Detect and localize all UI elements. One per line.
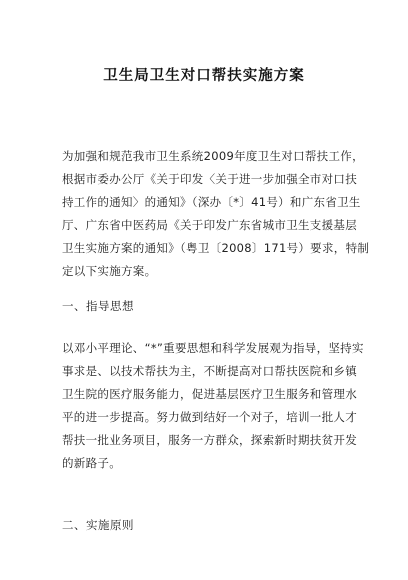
- section-heading-guiding-ideology: 一、指导思想: [62, 299, 134, 313]
- intro-paragraph: [62, 145, 370, 283]
- paragraph-line: 帮扶一批业务项目，服务一方群众，探索新时期扶贫开发: [62, 433, 357, 447]
- paragraph-line: 卫生院的医疗服务能力，促进基层医疗卫生服务和管理水: [62, 387, 357, 401]
- paragraph-line: 事求是、以技术帮扶为主，不断提高对口帮扶医院和乡镇: [62, 364, 357, 378]
- section-heading-principles: 二、实施原则: [62, 518, 134, 532]
- intro-line: 定以下实施方案。: [62, 264, 157, 278]
- intro-line: 持工作的通知〉的通知》（深办〔*〕41号）和广东省卫生: [62, 195, 361, 209]
- intro-line: 为加强和规范我市卫生系统2009年度卫生对口帮扶工作，: [62, 149, 364, 163]
- intro-line: 厅、广东省中医药局《关于印发广东省城市卫生支援基层: [62, 218, 357, 232]
- document-title: 卫生局卫生对口帮扶实施方案: [103, 68, 305, 84]
- paragraph-line: 平的进一步提高。努力做到结好一个对子，培训一批人才: [62, 410, 357, 424]
- paragraph-line: 以邓小平理论、“*”重要思想和科学发展观为指导，坚持实: [62, 341, 364, 355]
- paragraph-line: 的新路子。: [62, 456, 121, 470]
- intro-line: 卫生实施方案的通知》（粤卫〔2008〕171号）要求，特制: [62, 241, 370, 255]
- guiding-ideology-paragraph: [62, 337, 364, 475]
- intro-line: 根据市委办公厅《关于印发〈关于进一步加强全市对口扶: [62, 172, 357, 186]
